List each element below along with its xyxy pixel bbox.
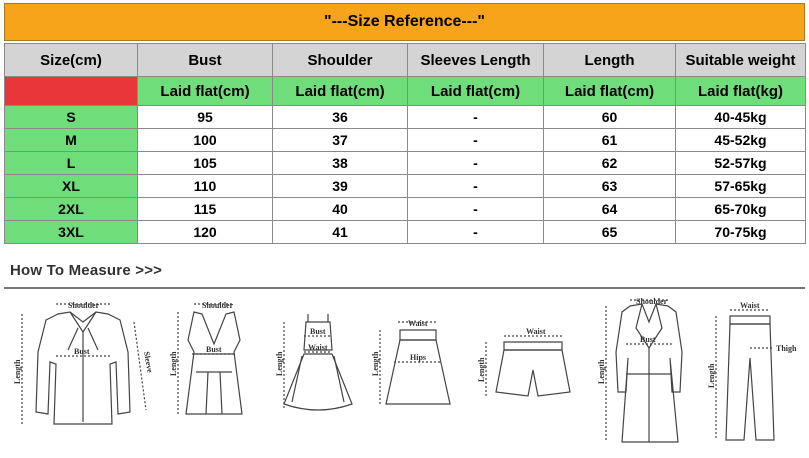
cell-length: 63 xyxy=(544,175,676,198)
size-table xyxy=(4,43,806,244)
sleeveless-top-illustration xyxy=(164,292,264,452)
table-row xyxy=(5,198,806,221)
cell-length: 65 xyxy=(544,221,676,244)
units-shoulder: Laid flat(cm) xyxy=(273,77,408,106)
units-bust: Laid flat(cm) xyxy=(138,77,273,106)
skirt-length-label: Length xyxy=(371,351,380,376)
shorts-illustration xyxy=(476,292,584,452)
cell-suitable-weight: 40-45kg xyxy=(676,106,806,129)
header-length: Length xyxy=(544,44,676,77)
blouse-illustration xyxy=(8,292,158,452)
units-length: Laid flat(cm) xyxy=(544,77,676,106)
header-sleeves-length: Sleeves Length xyxy=(408,44,544,77)
blouse-shoulder-label: Shoulder xyxy=(68,301,100,310)
top-shoulder-label: Shoulder xyxy=(202,301,234,310)
header-shoulder: Shoulder xyxy=(273,44,408,77)
cell-size: M xyxy=(5,129,138,152)
cell-length: 60 xyxy=(544,106,676,129)
cell-bust: 95 xyxy=(138,106,273,129)
coat-shoulder-label: Shoulder xyxy=(636,297,668,306)
units-blank-cell xyxy=(5,77,138,106)
cell-length: 62 xyxy=(544,152,676,175)
table-row xyxy=(5,152,806,175)
cell-size: 2XL xyxy=(5,198,138,221)
cell-suitable-weight: 70-75kg xyxy=(676,221,806,244)
table-row xyxy=(5,129,806,152)
size-reference-title: "---Size Reference---" xyxy=(4,3,805,41)
units-row xyxy=(5,77,806,106)
cell-bust: 105 xyxy=(138,152,273,175)
shorts-length-label: Length xyxy=(477,357,486,382)
skirt-hips-label: Hips xyxy=(410,353,427,362)
skirt-illustration xyxy=(372,292,464,452)
coat-length-label: Length xyxy=(597,359,606,384)
cell-size: L xyxy=(5,152,138,175)
cell-suitable-weight: 45-52kg xyxy=(676,129,806,152)
cell-sleeves-length: - xyxy=(408,198,544,221)
skirt-waist-label: Waist xyxy=(408,319,428,328)
cell-shoulder: 38 xyxy=(273,152,408,175)
trousers-length-label: Length xyxy=(707,363,716,388)
cell-bust: 100 xyxy=(138,129,273,152)
cell-sleeves-length: - xyxy=(408,175,544,198)
dress-waist-label: Waist xyxy=(308,343,328,352)
header-bust: Bust xyxy=(138,44,273,77)
how-to-measure-heading: How To Measure >>> xyxy=(10,262,163,279)
divider xyxy=(4,287,805,289)
trousers-waist-label: Waist xyxy=(740,301,760,310)
cell-length: 61 xyxy=(544,129,676,152)
cell-bust: 115 xyxy=(138,198,273,221)
dress-bust-label: Bust xyxy=(310,327,326,336)
blouse-length-label: Length xyxy=(13,359,22,384)
header-row xyxy=(5,44,806,77)
cell-bust: 120 xyxy=(138,221,273,244)
cell-suitable-weight: 57-65kg xyxy=(676,175,806,198)
cell-shoulder: 40 xyxy=(273,198,408,221)
cell-size: 3XL xyxy=(5,221,138,244)
cell-suitable-weight: 52-57kg xyxy=(676,152,806,175)
table-row xyxy=(5,106,806,129)
trousers-thigh-label: Thigh xyxy=(776,344,797,353)
cell-suitable-weight: 65-70kg xyxy=(676,198,806,221)
cell-size: XL xyxy=(5,175,138,198)
top-length-label: Length xyxy=(169,351,178,376)
dress-illustration xyxy=(272,292,364,452)
blouse-sleeve-label: Sleeve xyxy=(142,350,155,374)
coat-illustration xyxy=(596,292,696,452)
top-bust-label: Bust xyxy=(206,345,222,354)
table-row xyxy=(5,221,806,244)
cell-size: S xyxy=(5,106,138,129)
units-suitable-weight: Laid flat(kg) xyxy=(676,77,806,106)
cell-sleeves-length: - xyxy=(408,152,544,175)
units-sleeves-length: Laid flat(cm) xyxy=(408,77,544,106)
table-row xyxy=(5,175,806,198)
cell-bust: 110 xyxy=(138,175,273,198)
cell-shoulder: 37 xyxy=(273,129,408,152)
dress-length-label: Length xyxy=(275,351,284,376)
header-suitable-weight: Suitable weight xyxy=(676,44,806,77)
blouse-bust-label: Bust xyxy=(74,347,90,356)
cell-sleeves-length: - xyxy=(408,221,544,244)
cell-sleeves-length: - xyxy=(408,106,544,129)
cell-shoulder: 39 xyxy=(273,175,408,198)
trousers-illustration xyxy=(704,292,804,452)
shorts-waist-label: Waist xyxy=(526,327,546,336)
measurement-illustrations xyxy=(4,292,805,454)
cell-shoulder: 41 xyxy=(273,221,408,244)
cell-shoulder: 36 xyxy=(273,106,408,129)
cell-length: 64 xyxy=(544,198,676,221)
cell-sleeves-length: - xyxy=(408,129,544,152)
header-size: Size(cm) xyxy=(5,44,138,77)
coat-bust-label: Bust xyxy=(640,335,656,344)
